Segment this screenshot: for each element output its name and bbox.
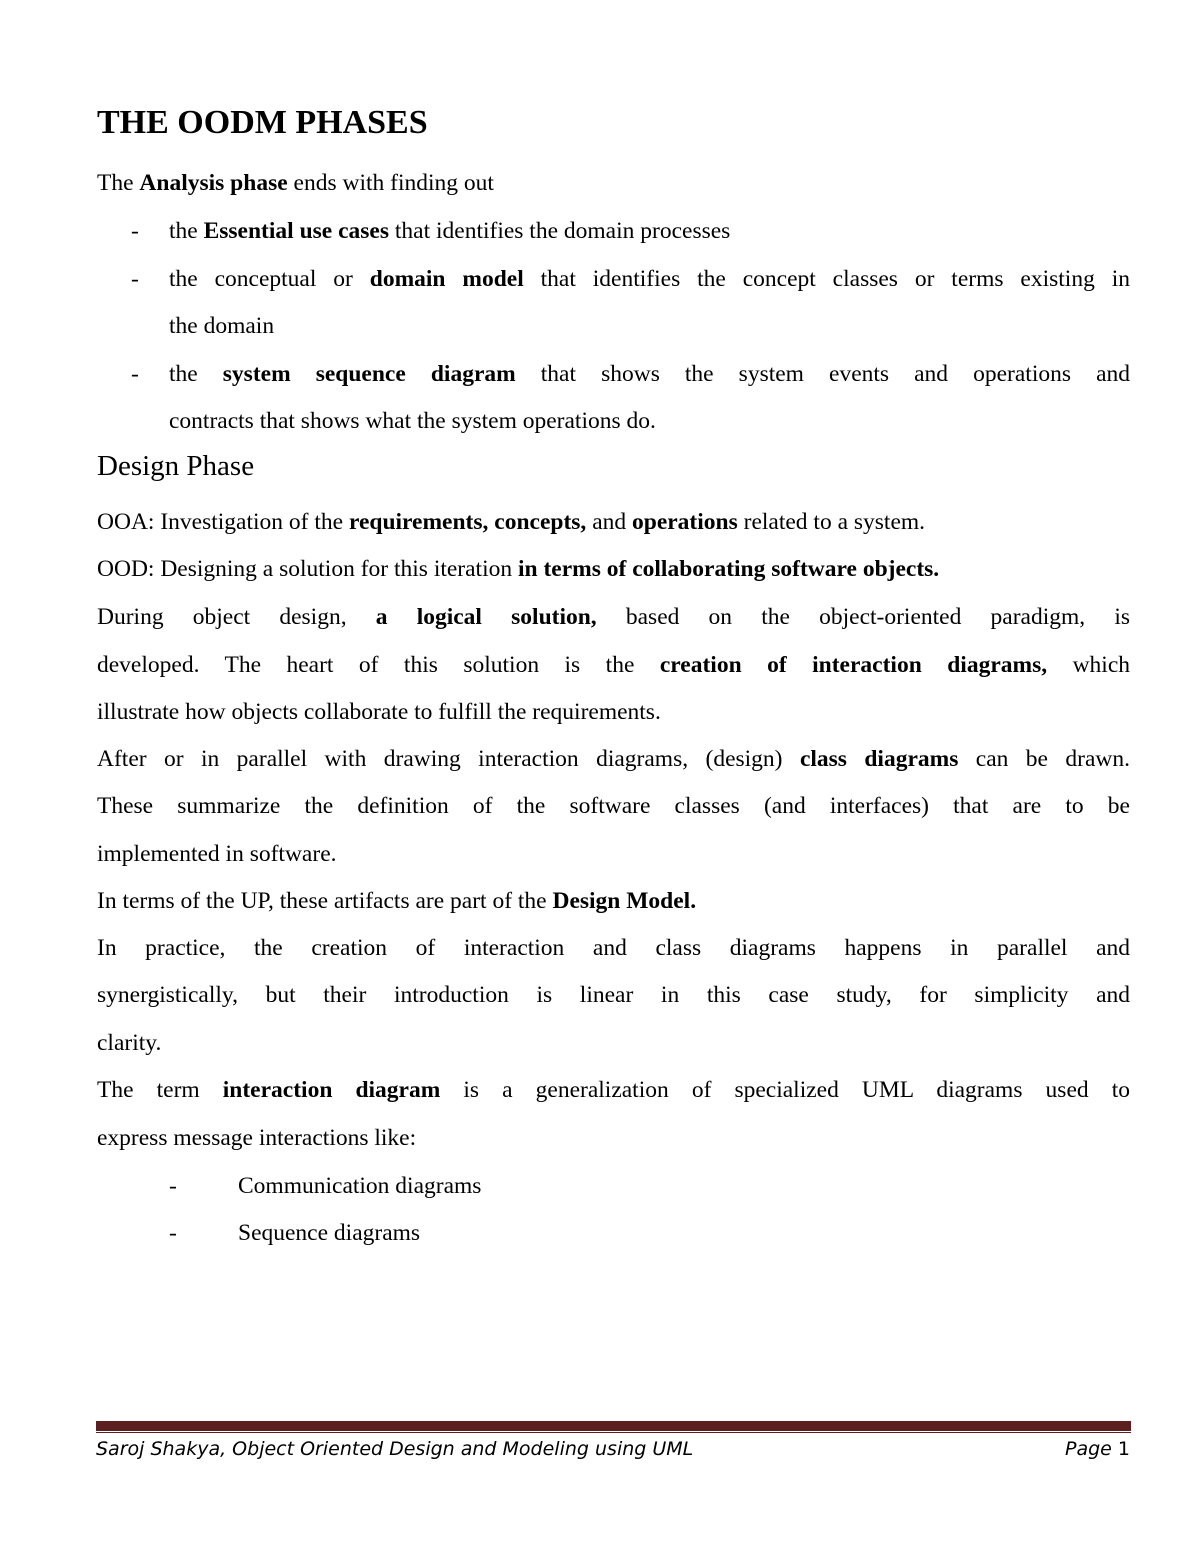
analysis-bullet-2-cont: the domain [169,313,275,339]
ooa-bold-2: operations [632,509,738,535]
ooa-text-mid: and [586,509,632,535]
design-phase-heading: Design Phase [97,450,255,482]
bullet-1-bold: Essential use cases [203,218,389,244]
para-1-line-2 [97,650,1130,680]
para-2-line-2: These summarize the definition of the software classes (and interfaces) that are to be [97,793,1130,819]
page-title: THE OODM PHASES [97,104,428,141]
para-5-line-2: express message interactions like: [97,1125,417,1151]
para-2-bold: class diagrams [799,746,959,772]
analysis-intro [97,168,494,198]
para-2-text-end: can be drawn. [958,746,1131,772]
ooa-text-end: related to a system. [737,509,926,535]
bullet-3-text-end: that shows the system events and operations and [515,361,1130,387]
bullet-1-text-end: that identifies the domain processes [389,218,731,244]
bullet-2-bold: domain model [369,266,524,292]
para-2-text: After or in parallel with drawing interaction diagrams, (design) [97,746,800,772]
para-1-l2-bold: creation of interaction diagrams, [659,652,1048,678]
footer-author-title: Saroj Shakya, Object Oriented Design and Modeling using UML [96,1438,694,1460]
analysis-bullet-1 [169,216,730,246]
footer-page-number [1065,1438,1130,1460]
bullet-1-text: the [169,218,204,244]
para-1-text: During object design, [97,604,376,630]
analysis-bullet-3 [169,359,1130,389]
bullet-marker: - [131,218,139,244]
bullet-2-text-end: that identifies the concept classes or terms existing in [523,266,1130,292]
analysis-bullet-2 [169,264,1130,294]
bullet-2-text: the conceptual or [169,266,370,292]
para-2-line-1 [97,744,1130,774]
ood-bold: in terms of collaborating software objects. [518,556,940,582]
ooa-line [97,507,925,537]
bullet-marker: - [131,266,139,292]
para-2-line-3: implemented in software. [97,841,337,867]
para-5-text-end: is a generalization of specialized UML diagrams used to [440,1077,1130,1103]
analysis-intro-text: The [97,170,140,196]
para-5-line-1 [97,1075,1130,1105]
ooa-text: OOA: Investigation of the [97,509,349,535]
para-1-bold: a logical solution, [375,604,597,630]
list-marker: - [169,1220,177,1246]
list-item: Sequence diagrams [238,1220,421,1246]
para-1-line-1 [97,602,1130,632]
para-1-line-3: illustrate how objects collaborate to fulfill the requirements. [97,699,661,725]
ood-text: OOD: Designing a solution for this iteration [97,556,518,582]
para-1-text-end: based on the object-oriented paradigm, is [596,604,1131,630]
bullet-marker: - [131,361,139,387]
para-4-line-3: clarity. [97,1030,162,1056]
analysis-intro-text-end: ends with finding out [287,170,494,196]
para-3-line [97,886,696,916]
list-item: Communication diagrams [238,1173,482,1199]
para-3-text: In terms of the UP, these artifacts are part of the [97,888,553,914]
footer-page-value: 1 [1117,1438,1130,1460]
para-5-text: The term [97,1077,223,1103]
para-5-bold: interaction diagram [222,1077,441,1103]
ooa-bold-1: requirements, concepts, [348,509,587,535]
list-marker: - [169,1173,177,1199]
para-3-bold: Design Model. [552,888,697,914]
para-1-l2-text-end: which [1047,652,1130,678]
footer-rule [96,1421,1131,1431]
analysis-intro-bold: Analysis phase [139,170,288,196]
footer-rule-thin [96,1432,1131,1433]
analysis-bullet-3-cont: contracts that shows what the system operations do. [169,408,656,434]
bullet-3-text: the [169,361,223,387]
ood-line [97,554,939,584]
para-1-l2-text: developed. The heart of this solution is the [97,652,660,678]
para-4-line-2: synergistically, but their introduction is linear in this case study, for simplicity and [97,982,1130,1008]
footer-page-label: Page [1065,1438,1112,1460]
bullet-3-bold: system sequence diagram [222,361,516,387]
para-4-line-1: In practice, the creation of interaction and class diagrams happens in parallel and [97,935,1130,961]
